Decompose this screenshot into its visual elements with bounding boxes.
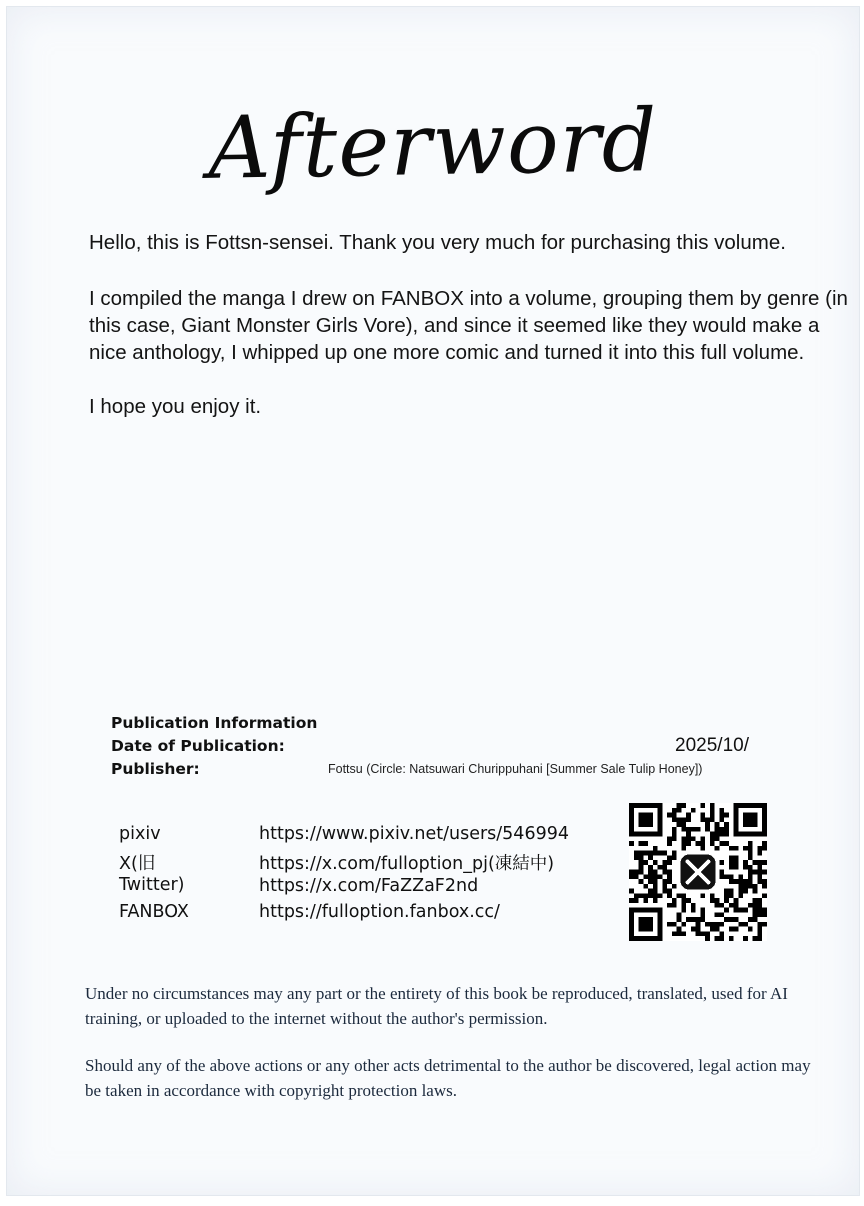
link-site-label: X(旧Twitter)	[119, 854, 185, 895]
publication-info	[111, 714, 771, 783]
x-url[interactable]: https://x.com/fulloption_pj(凍結中)	[259, 854, 555, 874]
closing-paragraph: I hope you enjoy it.	[89, 395, 262, 418]
publication-heading: Publication Information	[111, 714, 318, 732]
link-site-label: FANBOX	[119, 902, 189, 922]
compilation-paragraph: I compiled the manga I drew on FANBOX into a volume, grouping them by genre (in this case, Giant Monster Girls Vore), and since it seemed like they would make a nice anthology, I whipped up one more comic and turned it into this full volume.	[89, 287, 848, 364]
link-site-label: pixiv	[119, 824, 161, 844]
publication-date: 2025/10/	[675, 735, 749, 756]
qr-code[interactable]	[629, 803, 767, 941]
pixiv-url[interactable]: https://www.pixiv.net/users/546994	[259, 824, 569, 844]
page-title: Afterword	[207, 91, 659, 199]
date-label: Date of Publication:	[111, 737, 285, 755]
copyright-notice: Under no circumstances may any part or the entirety of this book be reproduced, translated, used for AI training, or uploaded to the internet without the author's permission.	[85, 984, 788, 1028]
publisher-label: Publisher:	[111, 760, 200, 778]
legal-warning: Should any of the above actions or any other acts detrimental to the author be discovered, legal action may be taken in accordance with copyright protection laws.	[85, 1056, 811, 1100]
afterword-page	[6, 6, 860, 1196]
x-second-url[interactable]: https://x.com/FaZZaF2nd	[259, 876, 479, 896]
publisher-value: Fottsu (Circle: Natsuwari Churippuhani [Summer Sale Tulip Honey])	[328, 762, 703, 776]
greeting-paragraph: Hello, this is Fottsn-sensei. Thank you very much for purchasing this volume.	[89, 231, 786, 254]
fanbox-url[interactable]: https://fulloption.fanbox.cc/	[259, 902, 500, 922]
x-logo-icon	[679, 853, 717, 891]
